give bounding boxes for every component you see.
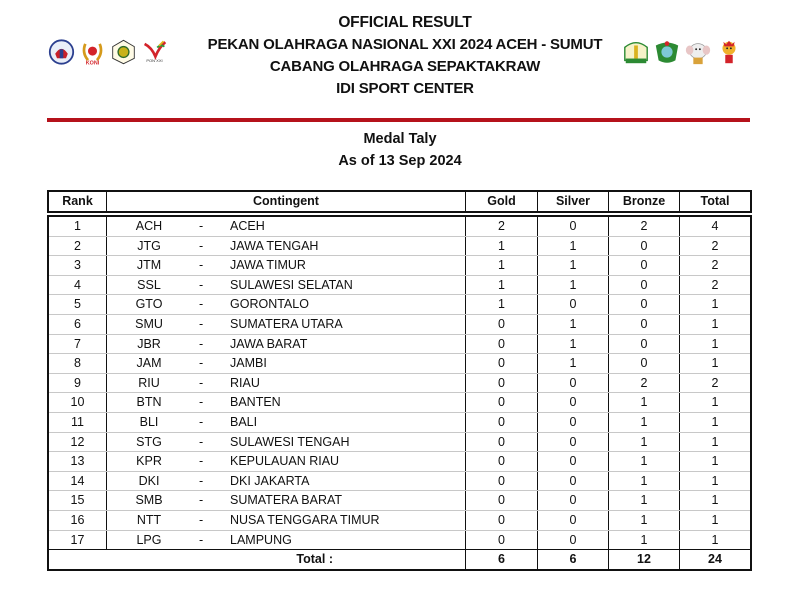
table-row — [49, 335, 750, 355]
table-row — [49, 237, 750, 257]
svg-text:PON XXI: PON XXI — [146, 57, 163, 63]
contingent-separator: - — [199, 512, 204, 527]
contingent-separator: - — [199, 297, 204, 312]
contingent-code: BLI — [139, 414, 159, 429]
bronze-cell: 0 — [609, 276, 680, 295]
totals-bronze: 12 — [609, 550, 680, 569]
gold-cell: 0 — [466, 315, 538, 334]
column-header-contingent: Contingent — [107, 192, 466, 211]
rank-cell: 5 — [49, 295, 107, 314]
table-row — [49, 256, 750, 276]
gold-cell: 0 — [466, 393, 538, 412]
total-cell: 2 — [711, 258, 719, 273]
contingent-name: JAWA TIMUR — [230, 258, 306, 273]
gold-cell: 1 — [466, 256, 538, 275]
contingent-separator: - — [199, 219, 204, 233]
contingent-code: SSL — [137, 277, 161, 292]
gold-cell: 0 — [466, 413, 538, 432]
silver-cell: 0 — [538, 531, 609, 550]
silver-cell: 1 — [538, 237, 609, 256]
bronze-cell: 1 — [609, 531, 680, 550]
aceh-emblem-icon — [622, 37, 650, 67]
bronze-cell: 0 — [609, 256, 680, 275]
bronze-cell: 1 — [609, 472, 680, 491]
contingent-name: SULAWESI TENGAH — [230, 434, 350, 449]
silver-cell: 0 — [538, 217, 609, 236]
total-cell: 1 — [711, 316, 719, 331]
sepaktakraw-federation-logo-icon — [110, 37, 137, 67]
title-official-result: OFFICIAL RESULT — [338, 14, 472, 31]
rank-cell: 9 — [49, 374, 107, 393]
silver-cell: 0 — [538, 433, 609, 452]
rank-cell: 16 — [49, 511, 107, 530]
silver-cell: 0 — [538, 452, 609, 471]
rank-cell: 2 — [49, 237, 107, 256]
silver-cell: 0 — [538, 295, 609, 314]
bronze-cell: 0 — [609, 237, 680, 256]
contingent-cell — [107, 256, 466, 275]
table-row — [49, 531, 750, 551]
subtitle-block — [0, 128, 800, 172]
contingent-cell — [107, 237, 466, 256]
contingent-code: STG — [136, 434, 162, 449]
contingent-separator: - — [199, 395, 204, 410]
total-cell: 1 — [711, 532, 719, 547]
column-header-silver: Silver — [538, 192, 609, 211]
contingent-code: KPR — [136, 454, 162, 469]
total-cell: 1 — [711, 395, 719, 410]
contingent-separator: - — [199, 336, 204, 351]
contingent-separator: - — [199, 375, 204, 390]
table-row — [49, 295, 750, 315]
contingent-name: ACEH — [230, 219, 265, 233]
contingent-separator: - — [199, 454, 204, 469]
as-of-date: As of 13 Sep 2024 — [338, 153, 462, 169]
rank-cell: 15 — [49, 491, 107, 510]
contingent-cell — [107, 295, 466, 314]
gold-cell: 0 — [466, 374, 538, 393]
silver-cell: 1 — [538, 276, 609, 295]
koni-logo-icon — [79, 37, 106, 67]
bronze-cell: 2 — [609, 217, 680, 236]
totals-silver: 6 — [538, 550, 609, 569]
contingent-cell — [107, 335, 466, 354]
contingent-cell — [107, 374, 466, 393]
contingent-separator: - — [199, 473, 204, 488]
totals-label: Total : — [49, 550, 466, 569]
contingent-name: GORONTALO — [230, 297, 309, 312]
gold-cell: 0 — [466, 531, 538, 550]
total-cell: 2 — [711, 375, 719, 390]
contingent-code: SMU — [135, 316, 163, 331]
total-cell: 1 — [711, 336, 719, 351]
rank-cell: 12 — [49, 433, 107, 452]
contingent-name: SUMATERA BARAT — [230, 493, 343, 508]
contingent-cell — [107, 531, 466, 550]
title-event-name: PEKAN OLAHRAGA NASIONAL XXI 2024 ACEH - SUMUT — [207, 36, 603, 53]
contingent-separator: - — [199, 258, 204, 273]
contingent-separator: - — [199, 414, 204, 429]
table-row — [49, 452, 750, 472]
silver-cell: 0 — [538, 393, 609, 412]
rank-cell: 8 — [49, 354, 107, 373]
contingent-name: BANTEN — [230, 395, 281, 410]
gold-cell: 0 — [466, 335, 538, 354]
contingent-name: SUMATERA UTARA — [230, 316, 343, 331]
contingent-code: ACH — [135, 219, 163, 233]
silver-cell: 1 — [538, 315, 609, 334]
bronze-cell: 0 — [609, 315, 680, 334]
contingent-name: SULAWESI SELATAN — [230, 277, 353, 292]
contingent-code: LPG — [136, 532, 162, 547]
table-header — [47, 190, 752, 213]
gold-cell: 2 — [466, 217, 538, 236]
bronze-cell: 1 — [609, 511, 680, 530]
contingent-separator: - — [199, 316, 204, 331]
contingent-name: RIAU — [230, 375, 260, 390]
contingent-code: JBR — [137, 336, 161, 351]
contingent-cell — [107, 393, 466, 412]
contingent-name: KEPULAUAN RIAU — [230, 454, 340, 469]
table-row — [49, 413, 750, 433]
column-header-bronze: Bronze — [609, 192, 680, 211]
gold-cell: 0 — [466, 491, 538, 510]
rank-cell: 3 — [49, 256, 107, 275]
column-header-total: Total — [700, 194, 730, 208]
bronze-cell: 1 — [609, 393, 680, 412]
contingent-cell — [107, 433, 466, 452]
contingent-cell — [107, 315, 466, 334]
table-row — [49, 472, 750, 492]
gold-cell: 1 — [466, 295, 538, 314]
table-row — [49, 276, 750, 296]
rank-cell: 7 — [49, 335, 107, 354]
contingent-name: JAWA BARAT — [230, 336, 308, 351]
total-cell: 1 — [711, 297, 719, 312]
silver-cell: 0 — [538, 491, 609, 510]
contingent-separator: - — [199, 277, 204, 292]
bronze-cell: 1 — [609, 491, 680, 510]
table-row — [49, 511, 750, 531]
document-header — [0, 0, 800, 120]
contingent-separator: - — [199, 356, 204, 371]
contingent-cell — [107, 217, 466, 236]
column-header-rank: Rank — [49, 192, 107, 211]
table-row — [49, 354, 750, 374]
silver-cell: 1 — [538, 354, 609, 373]
table-row — [49, 491, 750, 511]
contingent-separator: - — [199, 493, 204, 508]
totals-row — [49, 550, 750, 569]
total-cell: 1 — [711, 512, 719, 527]
silver-cell: 0 — [538, 472, 609, 491]
gold-cell: 0 — [466, 472, 538, 491]
contingent-name: DKI JAKARTA — [230, 473, 310, 488]
svg-text:KONI: KONI — [85, 60, 100, 67]
bronze-cell: 2 — [609, 374, 680, 393]
medal-tally-title: Medal Taly — [363, 131, 437, 147]
total-cell: 2 — [711, 238, 719, 253]
total-cell: 4 — [711, 219, 719, 233]
gold-cell: 0 — [466, 452, 538, 471]
contingent-separator: - — [199, 532, 204, 547]
contingent-separator: - — [199, 238, 204, 253]
left-logo-group — [48, 32, 168, 72]
contingent-code: JAM — [136, 356, 162, 371]
mascot-elephant-icon — [684, 37, 712, 67]
medal-table-body — [47, 215, 752, 571]
contingent-cell — [107, 413, 466, 432]
bronze-cell: 1 — [609, 413, 680, 432]
silver-cell: 1 — [538, 335, 609, 354]
table-row — [49, 374, 750, 394]
contingent-code: JTM — [136, 258, 162, 273]
total-cell: 1 — [711, 356, 719, 371]
contingent-cell — [107, 276, 466, 295]
total-cell: 1 — [711, 434, 719, 449]
kemenpora-logo-icon — [48, 37, 75, 67]
contingent-code: BTN — [136, 395, 162, 410]
gold-cell: 0 — [466, 433, 538, 452]
contingent-cell — [107, 452, 466, 471]
contingent-name: BALI — [230, 414, 258, 429]
gold-cell: 0 — [466, 354, 538, 373]
rank-cell: 17 — [49, 531, 107, 550]
contingent-code: JTG — [137, 238, 161, 253]
rank-cell: 10 — [49, 393, 107, 412]
bronze-cell: 0 — [609, 335, 680, 354]
totals-total: 24 — [708, 552, 722, 567]
contingent-name: NUSA TENGGARA TIMUR — [230, 512, 380, 527]
table-row — [49, 393, 750, 413]
contingent-code: GTO — [135, 297, 163, 312]
contingent-name: JAMBI — [230, 356, 267, 371]
rank-cell: 11 — [49, 413, 107, 432]
bronze-cell: 1 — [609, 433, 680, 452]
contingent-code: NTT — [136, 512, 162, 527]
contingent-cell — [107, 354, 466, 373]
table-row — [49, 433, 750, 453]
contingent-cell — [107, 511, 466, 530]
total-cell: 1 — [711, 454, 719, 469]
bronze-cell: 1 — [609, 452, 680, 471]
table-row — [49, 315, 750, 335]
right-logo-group — [622, 32, 752, 72]
title-block — [160, 12, 650, 100]
contingent-code: DKI — [138, 473, 160, 488]
totals-gold: 6 — [466, 550, 538, 569]
silver-cell: 0 — [538, 511, 609, 530]
bronze-cell: 0 — [609, 354, 680, 373]
bronze-cell: 0 — [609, 295, 680, 314]
contingent-name: LAMPUNG — [230, 532, 292, 547]
sumut-emblem-icon — [653, 37, 681, 67]
rank-cell: 6 — [49, 315, 107, 334]
contingent-separator: - — [199, 434, 204, 449]
rank-cell: 13 — [49, 452, 107, 471]
total-cell: 1 — [711, 414, 719, 429]
table-row — [49, 217, 750, 237]
gold-cell: 1 — [466, 276, 538, 295]
contingent-cell — [107, 491, 466, 510]
title-sport: CABANG OLAHRAGA SEPAKTAKRAW — [269, 58, 541, 75]
silver-cell: 0 — [538, 374, 609, 393]
gold-cell: 0 — [466, 511, 538, 530]
contingent-code: RIU — [138, 375, 160, 390]
silver-cell: 1 — [538, 256, 609, 275]
silver-cell: 0 — [538, 413, 609, 432]
total-cell: 1 — [711, 493, 719, 508]
column-header-gold: Gold — [466, 192, 538, 211]
rank-cell: 1 — [49, 217, 107, 236]
contingent-name: JAWA TENGAH — [230, 238, 319, 253]
gold-cell: 1 — [466, 237, 538, 256]
header-divider — [47, 118, 750, 122]
total-cell: 1 — [711, 473, 719, 488]
rank-cell: 4 — [49, 276, 107, 295]
rank-cell: 14 — [49, 472, 107, 491]
contingent-cell — [107, 472, 466, 491]
contingent-code: SMB — [135, 493, 163, 508]
title-venue: IDI SPORT CENTER — [336, 80, 474, 97]
mascot-tiger-icon — [715, 37, 743, 67]
total-cell: 2 — [711, 277, 719, 292]
